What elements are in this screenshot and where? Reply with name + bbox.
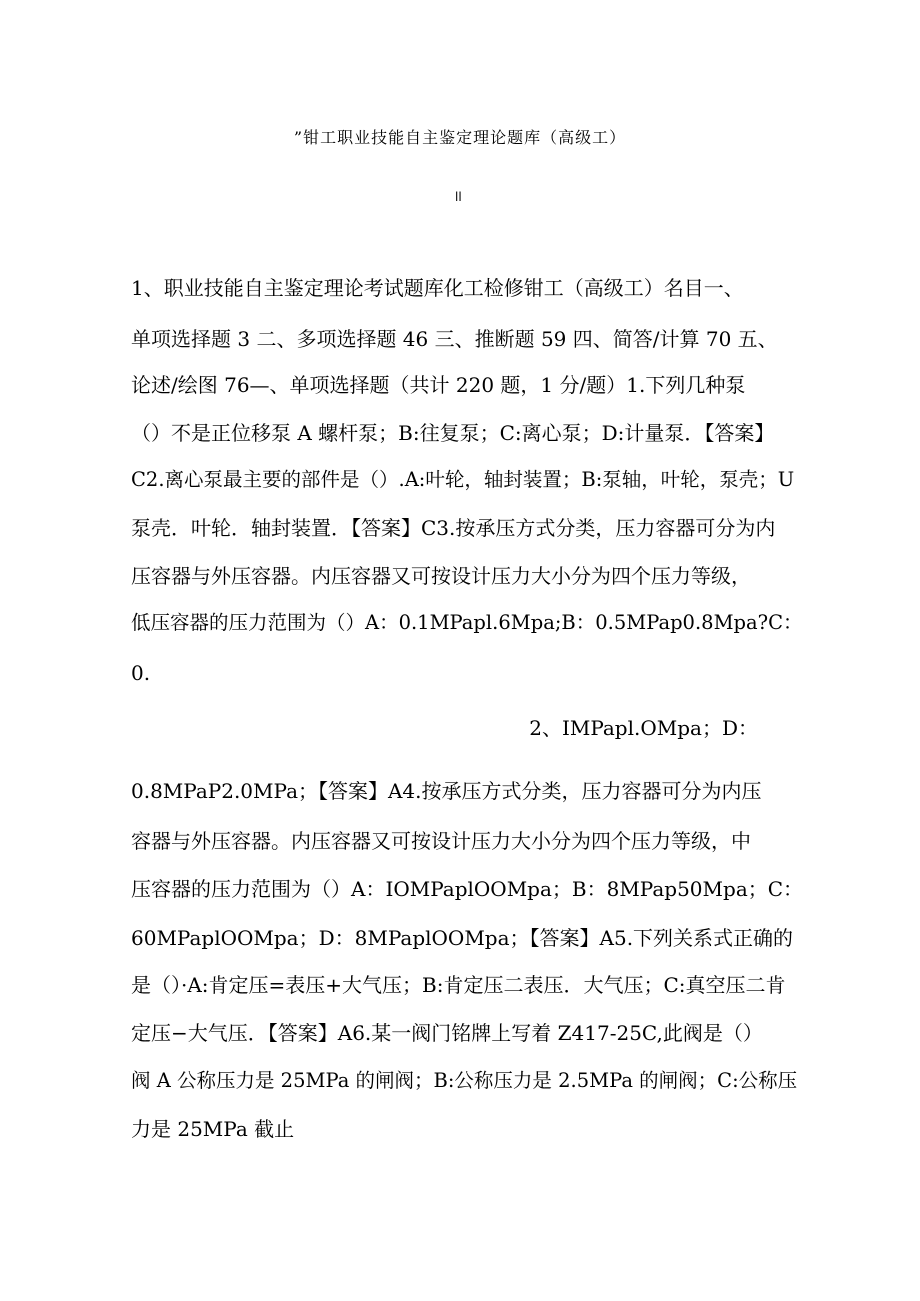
text-line-9: 0.: [131, 661, 151, 685]
section-heading-2: 2、IMPapl.OMpa；D：: [529, 716, 758, 740]
title-mark: ll: [455, 190, 462, 204]
text-line-7: 压容器与外压容器。内压容器又可按设计压力大小分为四个压力等级，: [131, 564, 751, 588]
text-line-8: 低压容器的压力范围为（）A：0.1MPapl.6Mpa;B：0.5MPap0.8Mpa?C：: [131, 611, 803, 634]
text-line-14: 是（）·A:肯定压=表压+大气压；B:肯定压二表压．大气压；C:真空压二肯: [131, 973, 786, 997]
text-line-10: 0.8MPaP2.0MPa；【答案】A4.按承压方式分类，压力容器可分为内压: [131, 779, 762, 803]
text-line-13: 60MPaplOOMpa；D：8MPaplOOMpa；【答案】A5.下列关系式正确的: [131, 926, 794, 950]
text-line-3: 论述/绘图 76—、单项选择题（共计 220 题，1 分/题）1.下列几种泵: [131, 373, 746, 397]
text-line-4: （）不是正位移泵 A 螺杆泵；B:往复泵；C:离心泵；D:计量泵．【答案】: [131, 421, 775, 445]
text-line-12: 压容器的压力范围为（）A：IOMPaplOOMpa；B：8MPap50Mpa；C：: [131, 877, 804, 901]
text-line-17: 力是 25MPa 截止: [131, 1117, 295, 1141]
page-title: ”钳工职业技能自主鉴定理论题库（高级工）: [293, 128, 627, 147]
text-line-11: 容器与外压容器。内压容器又可按设计压力大小分为四个压力等级，中: [131, 829, 751, 853]
text-line-6: 泵壳．叶轮．轴封装置．【答案】C3.按承压方式分类，压力容器可分为内: [131, 516, 776, 540]
text-line-1: 1、职业技能自主鉴定理论考试题库化工检修钳工（高级工）名目一、: [131, 276, 744, 300]
text-line-5: C2.离心泵最主要的部件是（）.A:叶轮，轴封装置；B:泵轴，叶轮，泵壳；U: [131, 468, 795, 491]
text-line-16: 阀 A 公称压力是 25MPa 的闸阀；B:公称压力是 2.5MPa 的闸阀；C:公称压: [131, 1069, 798, 1092]
text-line-15: 定压−大气压．【答案】A6.某一阀门铭牌上写着 Z417-25C,此阀是（）: [131, 1021, 763, 1045]
text-line-2: 单项选择题 3 二、多项选择题 46 三、推断题 59 四、简答/计算 70 五、: [131, 327, 778, 351]
